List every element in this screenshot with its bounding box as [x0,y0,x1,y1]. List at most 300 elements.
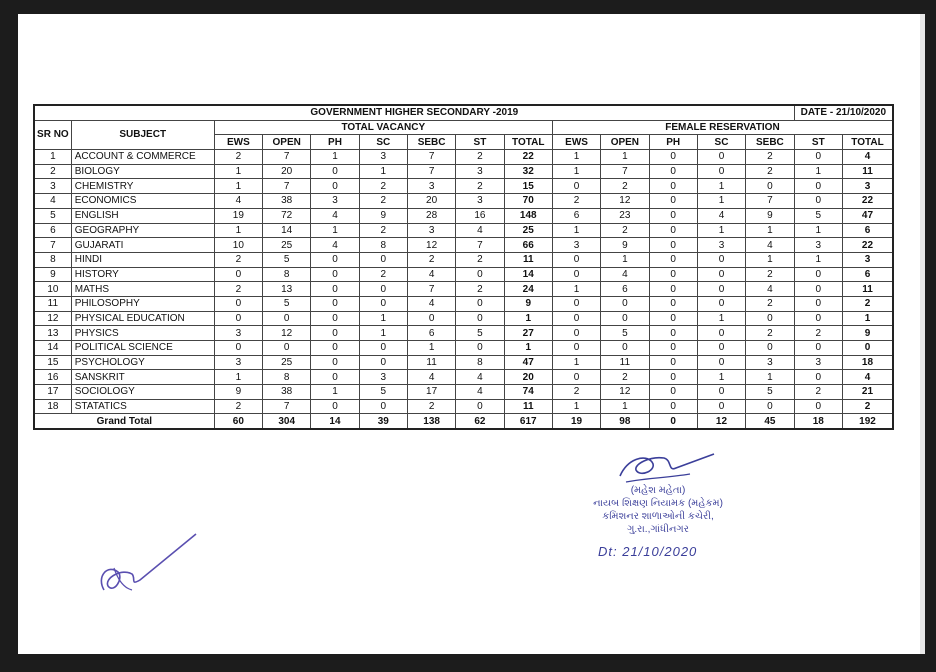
cell-vac-ews: 1 [214,223,262,238]
cell-vac-ews: 0 [214,311,262,326]
header-fem-ph: PH [649,135,697,150]
cell-fem-ews: 0 [552,370,600,385]
cell-vac-sc: 2 [359,179,407,194]
cell-fem-ews: 0 [552,326,600,341]
cell-subject: SOCIOLOGY [71,385,214,400]
header-fem-sebc: SEBC [746,135,795,150]
cell-subject: GEOGRAPHY [71,223,214,238]
cell-vac-sebc: 7 [407,282,455,297]
cell-fem-sebc: 0 [746,311,795,326]
cell-vac-st: 3 [456,194,504,209]
cell-vac-st: 3 [456,164,504,179]
cell-sr-no: 11 [34,296,71,311]
cell-fem-total: 9 [842,326,893,341]
cell-sr-no: 9 [34,267,71,282]
grand-total-vac-open: 304 [263,414,311,429]
cell-vac-total: 22 [504,150,552,165]
cell-fem-sebc: 2 [746,150,795,165]
cell-fem-ph: 0 [649,164,697,179]
cell-sr-no: 14 [34,341,71,356]
table-row [34,385,893,400]
cell-fem-sc: 0 [697,385,745,400]
table-row [34,223,893,238]
cell-vac-open: 5 [263,252,311,267]
cell-vac-sebc: 28 [407,208,455,223]
cell-fem-sebc: 2 [746,267,795,282]
cell-fem-st: 0 [794,267,842,282]
cell-fem-sc: 0 [697,267,745,282]
cell-subject: ECONOMICS [71,194,214,209]
cell-vac-open: 7 [263,150,311,165]
cell-fem-ews: 1 [552,164,600,179]
cell-fem-st: 0 [794,341,842,356]
cell-fem-sc: 1 [697,179,745,194]
cell-fem-ews: 1 [552,399,600,414]
cell-vac-open: 38 [263,194,311,209]
cell-vac-total: 25 [504,223,552,238]
cell-fem-ews: 0 [552,296,600,311]
cell-vac-st: 2 [456,252,504,267]
cell-fem-ph: 0 [649,341,697,356]
page-edge [920,14,925,654]
cell-fem-ph: 0 [649,355,697,370]
cell-fem-ph: 0 [649,194,697,209]
cell-vac-total: 1 [504,341,552,356]
cell-fem-open: 1 [601,399,649,414]
cell-fem-st: 2 [794,385,842,400]
grand-total-fem-ph: 0 [649,414,697,429]
cell-vac-st: 2 [456,179,504,194]
table-row [34,194,893,209]
cell-vac-open: 7 [263,179,311,194]
table-row [34,267,893,282]
cell-vac-open: 25 [263,355,311,370]
cell-vac-st: 0 [456,399,504,414]
cell-fem-ph: 0 [649,399,697,414]
cell-fem-open: 4 [601,267,649,282]
cell-vac-sc: 1 [359,164,407,179]
cell-fem-st: 0 [794,370,842,385]
cell-sr-no: 5 [34,208,71,223]
cell-vac-ews: 2 [214,399,262,414]
cell-fem-total: 6 [842,267,893,282]
cell-vac-open: 20 [263,164,311,179]
cell-vac-open: 38 [263,385,311,400]
grand-total-vac-ews: 60 [214,414,262,429]
cell-fem-st: 1 [794,164,842,179]
signature-officer [606,448,726,488]
cell-vac-ph: 0 [311,311,359,326]
table-row [34,399,893,414]
cell-fem-st: 1 [794,252,842,267]
table-row [34,282,893,297]
cell-vac-ews: 19 [214,208,262,223]
cell-fem-sc: 0 [697,326,745,341]
cell-vac-st: 4 [456,370,504,385]
cell-fem-ph: 0 [649,208,697,223]
header-fem-st: ST [794,135,842,150]
cell-vac-ph: 0 [311,326,359,341]
cell-fem-total: 21 [842,385,893,400]
cell-vac-open: 0 [263,341,311,356]
cell-vac-total: 14 [504,267,552,282]
cell-fem-sebc: 0 [746,179,795,194]
cell-fem-open: 1 [601,252,649,267]
header-total-vacancy: TOTAL VACANCY [214,120,552,135]
stamp-date: Dt: 21/10/2020 [598,544,698,559]
grand-total-fem-total: 192 [842,414,893,429]
cell-sr-no: 4 [34,194,71,209]
stamp-designation: નાયબ શિક્ષણ નિયામક (મહેકમ) [593,498,723,509]
cell-vac-st: 5 [456,326,504,341]
cell-vac-sebc: 17 [407,385,455,400]
stamp-place: ગુ.રા.,ગાંધીનગર [627,524,689,535]
vacancy-table [33,104,894,430]
cell-fem-open: 0 [601,341,649,356]
cell-subject: BIOLOGY [71,164,214,179]
cell-fem-ews: 0 [552,341,600,356]
cell-subject: GUJARATI [71,238,214,253]
cell-vac-open: 5 [263,296,311,311]
cell-fem-sebc: 1 [746,223,795,238]
cell-vac-total: 27 [504,326,552,341]
cell-fem-ews: 0 [552,252,600,267]
cell-vac-total: 9 [504,296,552,311]
cell-vac-sc: 0 [359,252,407,267]
cell-fem-open: 5 [601,326,649,341]
cell-fem-total: 22 [842,238,893,253]
cell-vac-st: 0 [456,341,504,356]
cell-vac-sc: 0 [359,296,407,311]
stamp-name: (મહેશ મહેતા) [630,485,686,496]
cell-vac-sebc: 20 [407,194,455,209]
cell-vac-sebc: 2 [407,252,455,267]
cell-vac-ph: 0 [311,282,359,297]
cell-vac-st: 4 [456,223,504,238]
cell-vac-ews: 2 [214,252,262,267]
cell-fem-total: 2 [842,296,893,311]
cell-subject: SANSKRIT [71,370,214,385]
cell-fem-ph: 0 [649,311,697,326]
cell-vac-st: 7 [456,238,504,253]
cell-fem-open: 0 [601,296,649,311]
cell-fem-total: 0 [842,341,893,356]
header-fem-sc: SC [697,135,745,150]
cell-fem-sc: 1 [697,194,745,209]
cell-fem-ph: 0 [649,150,697,165]
cell-subject: MATHS [71,282,214,297]
cell-vac-st: 8 [456,355,504,370]
cell-vac-sebc: 3 [407,179,455,194]
cell-vac-sc: 3 [359,370,407,385]
cell-fem-st: 0 [794,150,842,165]
cell-sr-no: 1 [34,150,71,165]
cell-vac-sc: 2 [359,194,407,209]
cell-vac-st: 4 [456,385,504,400]
cell-fem-st: 0 [794,296,842,311]
header-vac-sebc: SEBC [407,135,455,150]
table-row [34,150,893,165]
header-vac-sc: SC [359,135,407,150]
cell-vac-sc: 0 [359,399,407,414]
table-row [34,208,893,223]
cell-fem-sebc: 1 [746,370,795,385]
cell-vac-ews: 0 [214,267,262,282]
grand-total-vac-sebc: 138 [407,414,455,429]
cell-fem-total: 4 [842,370,893,385]
cell-fem-total: 3 [842,252,893,267]
cell-fem-ews: 0 [552,179,600,194]
cell-vac-sebc: 3 [407,223,455,238]
cell-fem-sebc: 9 [746,208,795,223]
cell-fem-ews: 3 [552,238,600,253]
cell-vac-total: 11 [504,252,552,267]
cell-fem-sebc: 1 [746,252,795,267]
header-vac-total: TOTAL [504,135,552,150]
cell-fem-st: 5 [794,208,842,223]
table-row [34,341,893,356]
cell-fem-sc: 0 [697,150,745,165]
cell-vac-sebc: 0 [407,311,455,326]
cell-vac-sc: 2 [359,267,407,282]
cell-vac-sc: 1 [359,326,407,341]
cell-sr-no: 8 [34,252,71,267]
cell-subject: PHYSICAL EDUCATION [71,311,214,326]
cell-fem-ph: 0 [649,179,697,194]
cell-fem-st: 3 [794,238,842,253]
cell-fem-sc: 1 [697,370,745,385]
cell-fem-st: 0 [794,194,842,209]
cell-vac-total: 24 [504,282,552,297]
header-fem-total: TOTAL [842,135,893,150]
cell-vac-open: 14 [263,223,311,238]
grand-total-fem-sebc: 45 [746,414,795,429]
grand-total-fem-open: 98 [601,414,649,429]
cell-fem-total: 22 [842,194,893,209]
cell-vac-ews: 2 [214,150,262,165]
cell-fem-st: 1 [794,223,842,238]
grand-total-fem-sc: 12 [697,414,745,429]
cell-vac-sebc: 6 [407,326,455,341]
cell-vac-open: 72 [263,208,311,223]
cell-subject: ENGLISH [71,208,214,223]
header-fem-ews: EWS [552,135,600,150]
cell-vac-sc: 8 [359,238,407,253]
cell-fem-ph: 0 [649,238,697,253]
cell-fem-total: 2 [842,399,893,414]
cell-vac-ews: 1 [214,370,262,385]
cell-vac-ews: 1 [214,179,262,194]
cell-fem-open: 12 [601,194,649,209]
cell-fem-sc: 3 [697,238,745,253]
cell-vac-sebc: 1 [407,341,455,356]
table-title: GOVERNMENT HIGHER SECONDARY -2019 [34,105,794,120]
cell-vac-sebc: 12 [407,238,455,253]
cell-fem-ph: 0 [649,223,697,238]
cell-vac-total: 148 [504,208,552,223]
cell-fem-open: 2 [601,370,649,385]
cell-vac-total: 1 [504,311,552,326]
cell-subject: HISTORY [71,267,214,282]
cell-vac-st: 0 [456,267,504,282]
cell-sr-no: 18 [34,399,71,414]
cell-fem-st: 2 [794,326,842,341]
grand-total-row [34,414,893,429]
cell-fem-st: 0 [794,399,842,414]
cell-vac-ews: 3 [214,355,262,370]
cell-fem-total: 18 [842,355,893,370]
cell-fem-total: 47 [842,208,893,223]
cell-subject: ACCOUNT & COMMERCE [71,150,214,165]
grand-total-vac-st: 62 [456,414,504,429]
cell-sr-no: 16 [34,370,71,385]
grand-total-vac-total: 617 [504,414,552,429]
cell-fem-sc: 0 [697,296,745,311]
cell-vac-open: 0 [263,311,311,326]
table-row [34,311,893,326]
cell-vac-open: 8 [263,370,311,385]
cell-vac-sebc: 2 [407,399,455,414]
cell-sr-no: 10 [34,282,71,297]
cell-fem-open: 11 [601,355,649,370]
cell-subject: STATATICS [71,399,214,414]
cell-vac-sc: 5 [359,385,407,400]
cell-fem-st: 0 [794,179,842,194]
cell-vac-ews: 10 [214,238,262,253]
header-vac-ph: PH [311,135,359,150]
cell-fem-sc: 0 [697,399,745,414]
cell-vac-ph: 1 [311,223,359,238]
grand-total-vac-sc: 39 [359,414,407,429]
cell-fem-ews: 1 [552,355,600,370]
cell-vac-ews: 0 [214,296,262,311]
cell-vac-ph: 4 [311,208,359,223]
header-female-reservation: FEMALE RESERVATION [552,120,893,135]
table-row [34,296,893,311]
cell-fem-sebc: 0 [746,341,795,356]
cell-vac-sc: 0 [359,355,407,370]
cell-fem-total: 3 [842,179,893,194]
cell-sr-no: 3 [34,179,71,194]
cell-fem-sebc: 4 [746,282,795,297]
grand-total-fem-ews: 19 [552,414,600,429]
header-sr-no: SR NO [34,120,71,149]
signature-left [92,528,212,608]
cell-fem-sebc: 0 [746,399,795,414]
cell-fem-open: 0 [601,311,649,326]
cell-vac-ph: 0 [311,267,359,282]
cell-fem-open: 9 [601,238,649,253]
table-date: DATE - 21/10/2020 [794,105,893,120]
cell-vac-ph: 4 [311,238,359,253]
cell-vac-st: 0 [456,311,504,326]
cell-vac-sebc: 7 [407,164,455,179]
cell-fem-st: 0 [794,311,842,326]
cell-fem-sebc: 5 [746,385,795,400]
cell-vac-ph: 0 [311,370,359,385]
cell-fem-ews: 1 [552,223,600,238]
cell-fem-sc: 1 [697,311,745,326]
cell-vac-sc: 1 [359,311,407,326]
cell-vac-open: 7 [263,399,311,414]
cell-fem-ph: 0 [649,282,697,297]
cell-vac-ews: 0 [214,341,262,356]
cell-vac-ph: 0 [311,164,359,179]
cell-fem-ph: 0 [649,252,697,267]
cell-vac-sebc: 4 [407,267,455,282]
cell-fem-ews: 1 [552,282,600,297]
cell-fem-ph: 0 [649,267,697,282]
cell-fem-ews: 6 [552,208,600,223]
table-row [34,370,893,385]
cell-subject: HINDI [71,252,214,267]
cell-vac-total: 74 [504,385,552,400]
cell-vac-total: 20 [504,370,552,385]
cell-fem-total: 1 [842,311,893,326]
cell-fem-total: 11 [842,164,893,179]
cell-vac-ews: 2 [214,282,262,297]
cell-vac-ews: 1 [214,164,262,179]
cell-fem-total: 11 [842,282,893,297]
cell-vac-total: 47 [504,355,552,370]
cell-fem-ews: 2 [552,194,600,209]
cell-fem-sc: 4 [697,208,745,223]
table-row [34,252,893,267]
cell-vac-sebc: 4 [407,370,455,385]
table-row [34,164,893,179]
cell-fem-sc: 0 [697,341,745,356]
cell-vac-total: 66 [504,238,552,253]
cell-vac-sc: 3 [359,150,407,165]
table-row [34,179,893,194]
cell-vac-sc: 0 [359,341,407,356]
cell-fem-ph: 0 [649,370,697,385]
cell-vac-total: 70 [504,194,552,209]
cell-fem-ph: 0 [649,296,697,311]
cell-subject: POLITICAL SCIENCE [71,341,214,356]
cell-sr-no: 6 [34,223,71,238]
cell-vac-open: 13 [263,282,311,297]
cell-fem-sebc: 2 [746,296,795,311]
cell-subject: PHYSICS [71,326,214,341]
cell-fem-open: 2 [601,223,649,238]
cell-fem-open: 1 [601,150,649,165]
cell-vac-ph: 0 [311,179,359,194]
cell-vac-sebc: 11 [407,355,455,370]
cell-fem-open: 6 [601,282,649,297]
cell-fem-sebc: 4 [746,238,795,253]
cell-fem-ph: 0 [649,326,697,341]
cell-vac-sc: 9 [359,208,407,223]
header-vac-ews: EWS [214,135,262,150]
cell-fem-sc: 1 [697,223,745,238]
cell-fem-open: 12 [601,385,649,400]
cell-fem-open: 2 [601,179,649,194]
cell-vac-sc: 2 [359,223,407,238]
cell-vac-st: 0 [456,296,504,311]
cell-fem-ews: 0 [552,267,600,282]
cell-vac-ph: 0 [311,355,359,370]
cell-sr-no: 13 [34,326,71,341]
cell-vac-ph: 1 [311,150,359,165]
table-row [34,326,893,341]
cell-fem-sebc: 2 [746,164,795,179]
cell-fem-ews: 1 [552,150,600,165]
cell-vac-ews: 4 [214,194,262,209]
cell-fem-sebc: 3 [746,355,795,370]
cell-vac-ph: 1 [311,385,359,400]
stamp-office: કમિશનર શાળાઓની કચેરી, [602,511,714,522]
